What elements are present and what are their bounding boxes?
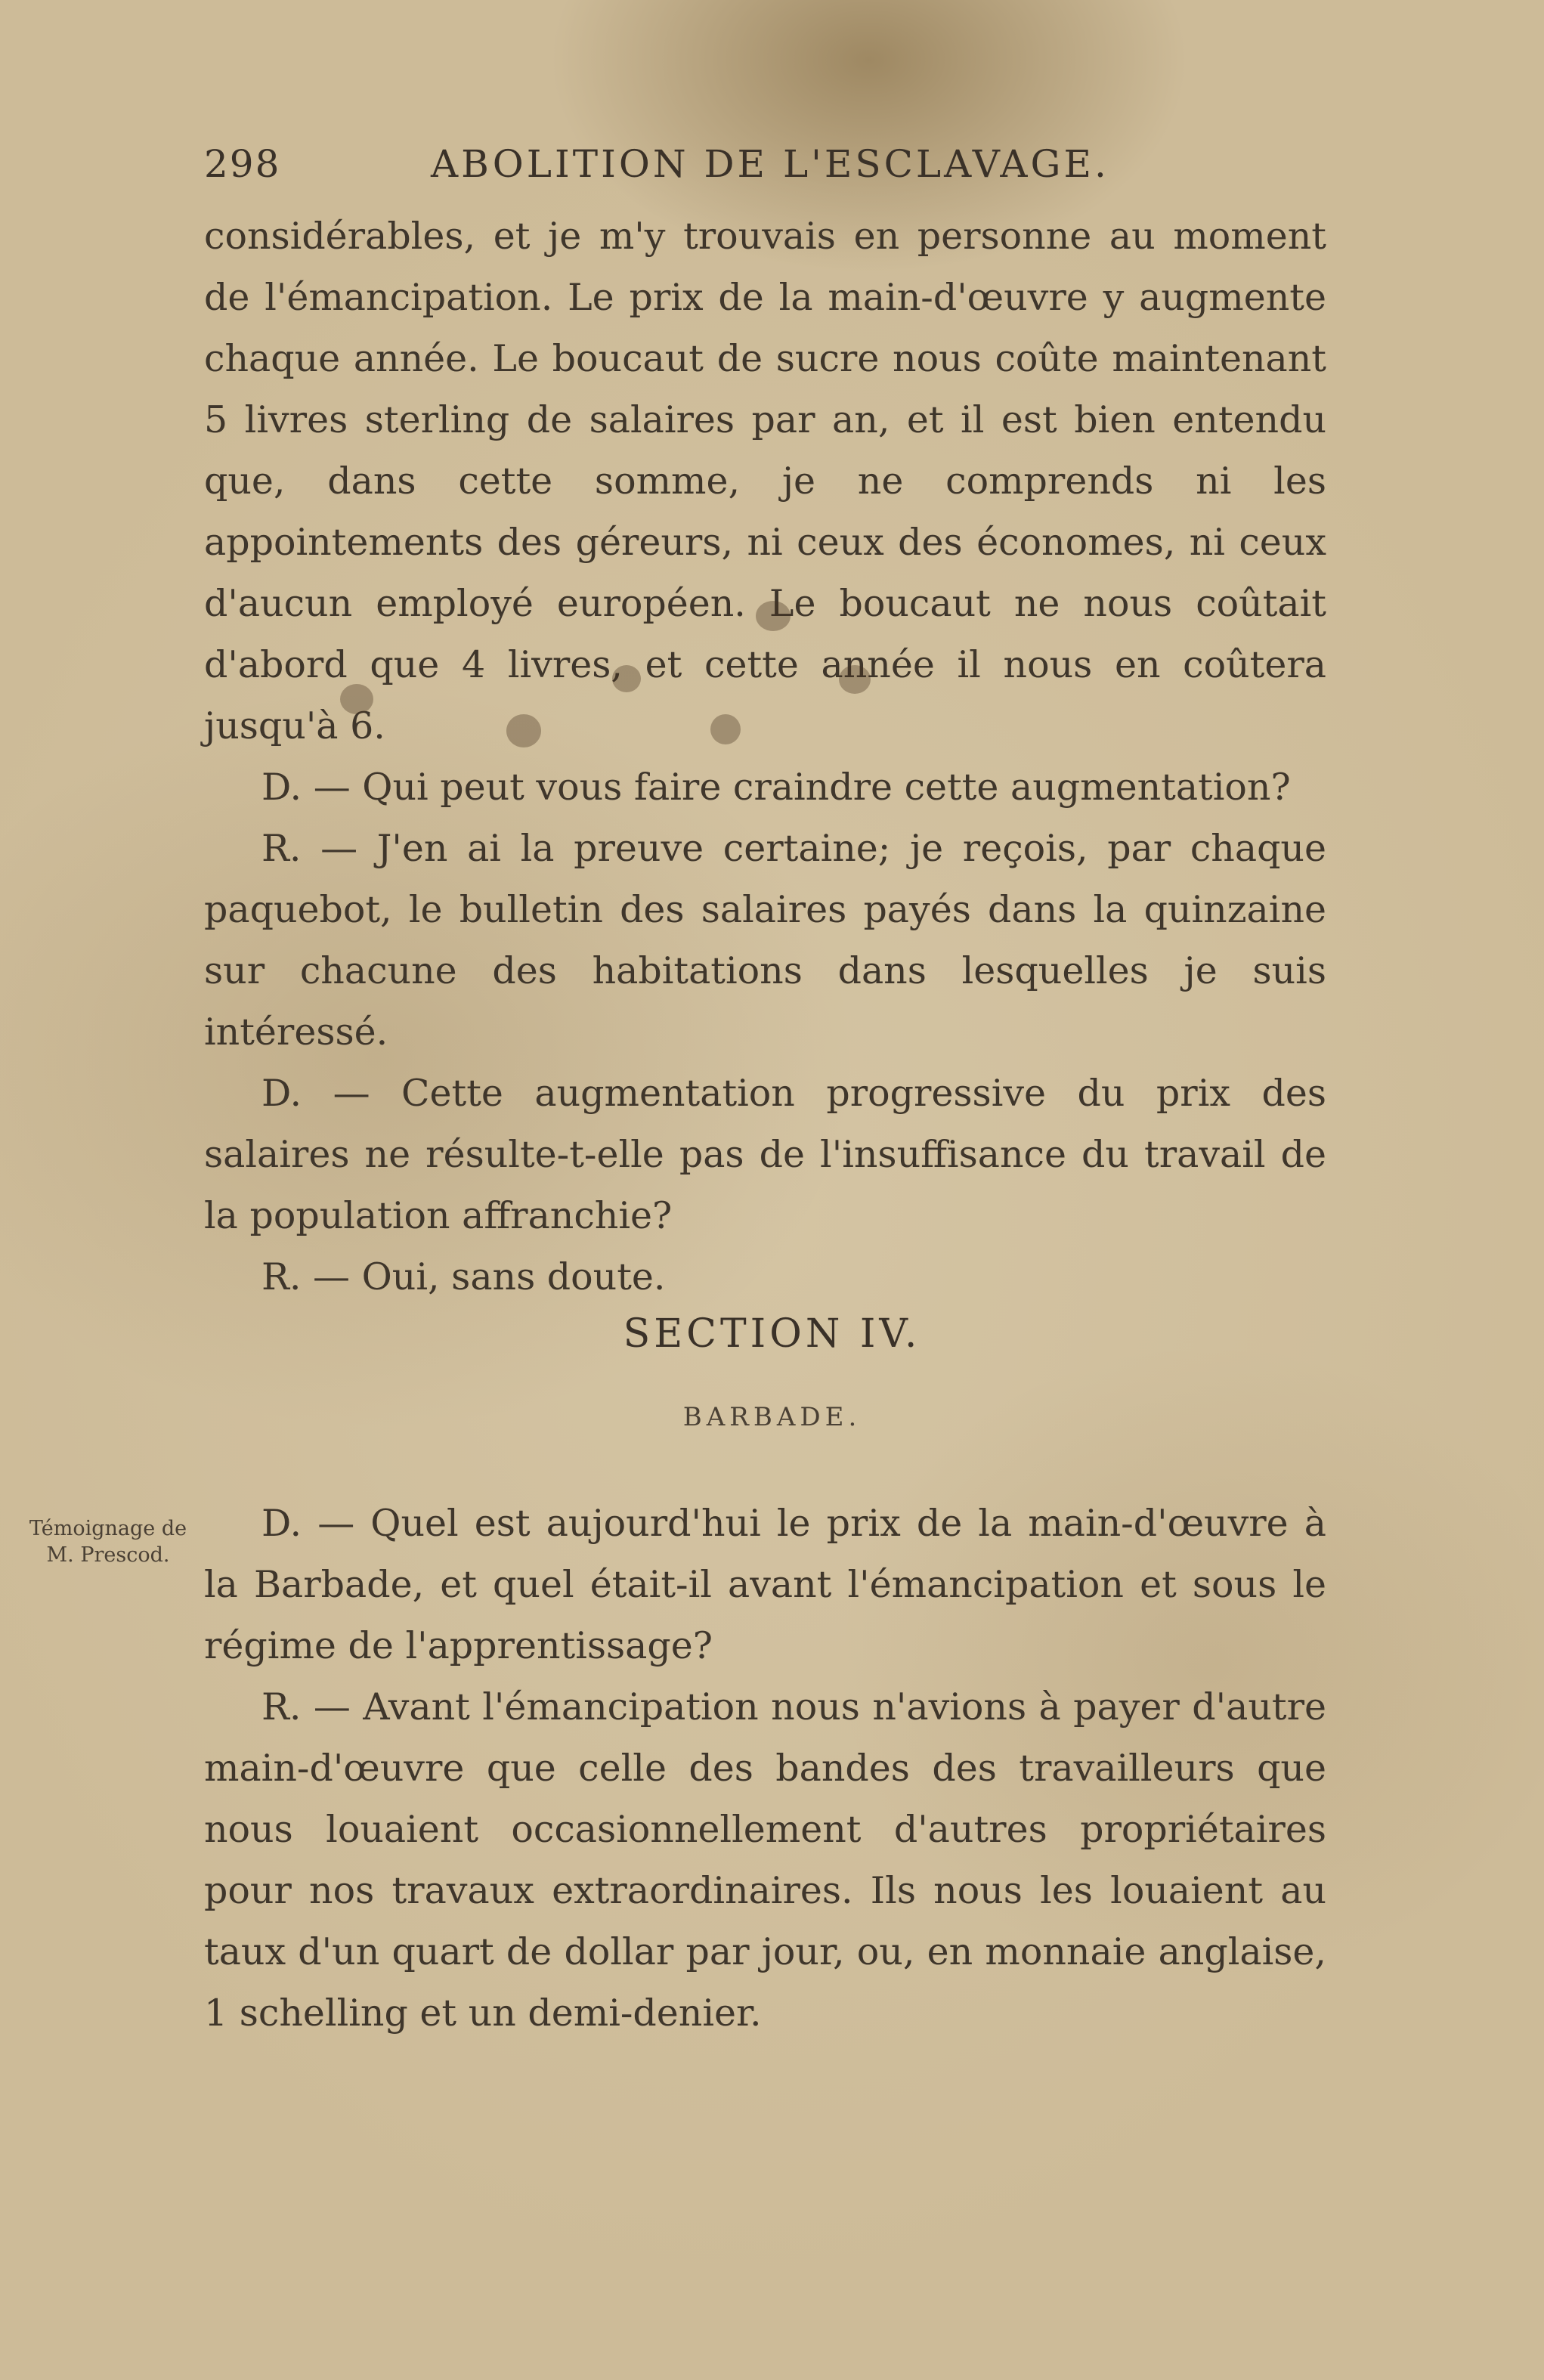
paragraph-question: D. — Cette augmentation progressive du prix des salaires ne résulte-t-elle pas de l'insuffisance du travail de la population affranchie?: [204, 1072, 1326, 1237]
paragraph-question: D. — Qui peut vous faire craindre cette augmentation?: [261, 766, 1291, 809]
margin-note: Témoignage de M. Prescod.: [29, 1517, 187, 1567]
running-title: ABOLITION DE L'ESCLAVAGE.: [431, 142, 1109, 186]
page-header: [204, 142, 1326, 195]
ink-stain: [839, 665, 871, 694]
paragraph-answer: R. — Oui, sans doute.: [261, 1255, 666, 1298]
body-text-bottom: [204, 1493, 1326, 2044]
paragraph-answer: R. — J'en ai la preuve certaine; je reçois, par chaque paquebot, le bulletin des salaires payés dans la quinzaine sur chacune des habitations dans lesquelles je suis intéressé.: [204, 827, 1326, 1054]
paragraph-question: D. — Quel est aujourd'hui le prix de la main-d'œuvre à la Barbade, et quel était-il avant l'émancipation et sous le régime de l'apprentissage?: [204, 1502, 1326, 1667]
ink-stain: [710, 714, 741, 744]
ink-stain: [612, 665, 641, 692]
section-title: SECTION IV.: [623, 1311, 921, 1357]
ink-stain: [340, 684, 373, 714]
paragraph-answer: R. — Avant l'émancipation nous n'avions à payer d'autre main-d'œuvre que celle des bandes des travailleurs que nous louaient occasionnellement d'autres propriétaires pour nos travaux extraordinaires. Ils nous les louaient au taux d'un quart de dollar par jour, ou, en monnaie anglaise, 1 schelling et un demi-denier.: [204, 1685, 1326, 2035]
paragraph: considérables, et je m'y trouvais en personne au moment de l'émancipation. Le prix de la main-d'œuvre y augmente chaque année. Le boucaut de sucre nous coûte maintenant 5 livres sterling de salaires par an, et il est bien entendu que, dans cette somme, je ne comprends ni les appointements des géreurs, ni ceux des économes, ni ceux d'aucun employé européen. Le boucaut ne nous coûtait d'abord que 4 livres, et cette année il nous en coûtera jusqu'à 6.: [204, 215, 1326, 747]
section-subtitle: BARBADE.: [682, 1402, 862, 1432]
ink-stain: [506, 714, 541, 747]
body-text-top: [204, 206, 1326, 1308]
ink-stain: [756, 601, 791, 631]
page-number: 298: [204, 142, 281, 186]
